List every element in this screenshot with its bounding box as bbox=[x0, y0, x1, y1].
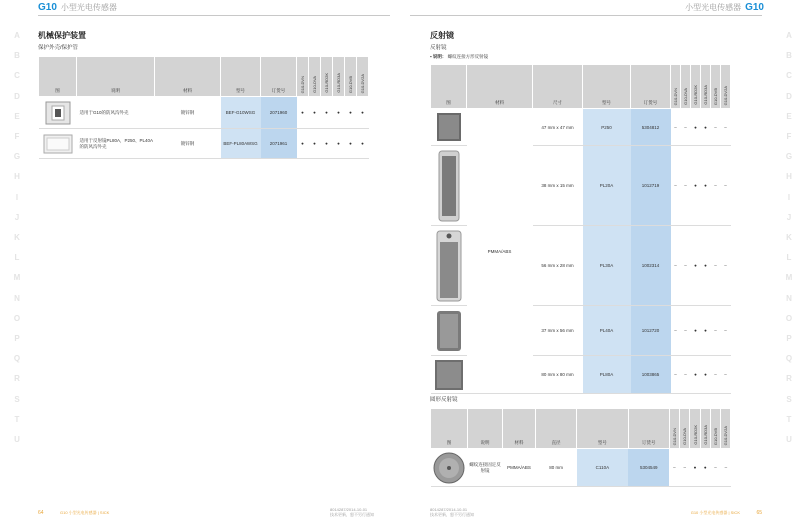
chapter-letter: I bbox=[787, 192, 791, 202]
variant-header: G10-RD3A bbox=[702, 425, 708, 445]
col-order: 订货号 bbox=[628, 409, 669, 449]
compat-mark: ● bbox=[333, 97, 345, 129]
compat-mark: ● bbox=[691, 356, 701, 394]
variant-header: G10-DV2A bbox=[723, 425, 729, 445]
chapter-letter: S bbox=[14, 394, 20, 404]
chapter-letter: N bbox=[14, 293, 20, 303]
compat-mark: – bbox=[671, 306, 681, 356]
variant-header: G10-RD3A bbox=[336, 73, 341, 93]
chapter-letter: J bbox=[786, 212, 792, 222]
compat-mark: – bbox=[671, 226, 681, 306]
compat-mark: ● bbox=[357, 97, 369, 129]
chapter-letter: I bbox=[15, 192, 19, 202]
row-model: PL40A bbox=[583, 306, 631, 356]
table-row bbox=[39, 129, 369, 159]
chapter-letter: C bbox=[14, 71, 20, 81]
compat-mark: ● bbox=[309, 97, 321, 129]
chapter-letter: L bbox=[786, 253, 792, 263]
chapter-letter: U bbox=[14, 435, 20, 445]
variant-header: G10-RD2K bbox=[692, 425, 698, 445]
compat-mark: ● bbox=[321, 129, 333, 159]
table-row bbox=[39, 97, 369, 129]
col-material: 材料 bbox=[503, 409, 536, 449]
col-size: 尺寸 bbox=[533, 65, 583, 109]
chapter-letter: E bbox=[786, 111, 792, 121]
row-material: 镀锌钢 bbox=[155, 97, 221, 129]
compat-mark: ● bbox=[691, 306, 701, 356]
compat-mark: ● bbox=[345, 97, 357, 129]
compat-mark: – bbox=[721, 226, 731, 306]
row-model: C110A bbox=[577, 449, 628, 487]
row-size: 37 mm x 56 mm bbox=[533, 306, 583, 356]
col-image: 图 bbox=[431, 65, 467, 109]
row-model: BEF-PL80AWSG bbox=[221, 129, 261, 159]
variant-header: G10-DVN bbox=[673, 87, 678, 105]
compat-mark: – bbox=[711, 356, 721, 394]
chapter-letter: D bbox=[786, 91, 792, 101]
round-reflector-image bbox=[431, 449, 468, 487]
row-order: 1002314 bbox=[631, 226, 671, 306]
round-reflector-title: 圆形反射镜 bbox=[430, 397, 458, 403]
row-size: 38 mm x 15 mm bbox=[533, 146, 583, 226]
row-desc: 螺纹连接固定反射镜 bbox=[468, 449, 503, 487]
variant-header: G10-RD2K bbox=[693, 85, 698, 105]
chapter-letter: K bbox=[14, 233, 20, 243]
variant-header: G10-DVB bbox=[348, 75, 353, 93]
variant-header: G10-DVB bbox=[713, 427, 719, 445]
compat-mark: – bbox=[671, 109, 681, 146]
chapter-letter: D bbox=[14, 91, 20, 101]
chapter-letter: R bbox=[14, 374, 20, 384]
left-section-title: 机械保护装置 bbox=[38, 31, 86, 40]
compat-mark: ● bbox=[345, 129, 357, 159]
bullet-note: ▪ 说明： 螺纹连接方形反射镜 bbox=[430, 54, 489, 59]
chapter-letter: F bbox=[14, 132, 20, 142]
compat-mark: ● bbox=[297, 97, 309, 129]
right-section-title: 反射镜 bbox=[430, 31, 454, 40]
chapter-letter: H bbox=[786, 172, 792, 182]
variant-header: G10-DV2A bbox=[723, 85, 728, 105]
footer-doc-left: 8014287/2014-10-01 bbox=[330, 507, 368, 512]
variant-header: G10-DVA bbox=[682, 428, 688, 445]
footer-left: G10 小型光电传感器 | SICK bbox=[60, 510, 110, 515]
chapter-letter: N bbox=[786, 293, 792, 303]
row-size: 56 mm x 28 mm bbox=[533, 226, 583, 306]
col-diameter: 直径 bbox=[535, 409, 576, 449]
header-rule-right bbox=[410, 15, 762, 16]
compat-mark: – bbox=[681, 109, 691, 146]
page-number-left: 64 bbox=[38, 510, 44, 516]
chapter-letter: M bbox=[785, 273, 793, 283]
protective-housing-image bbox=[39, 97, 77, 129]
col-model: 型号 bbox=[221, 57, 261, 97]
row-size: 47 mm x 47 mm bbox=[533, 109, 583, 146]
compat-mark: – bbox=[711, 226, 721, 306]
protective-housing-image bbox=[39, 129, 77, 159]
compat-mark: – bbox=[681, 226, 691, 306]
compat-mark: – bbox=[671, 356, 681, 394]
row-model: BEF-G10WSG bbox=[221, 97, 261, 129]
row-order: 2071961 bbox=[261, 129, 297, 159]
chapter-letter: P bbox=[786, 334, 792, 344]
compat-mark: – bbox=[721, 109, 731, 146]
chapter-letter: A bbox=[786, 31, 792, 40]
compat-mark: ● bbox=[701, 226, 711, 306]
col-material: 材料 bbox=[467, 65, 533, 109]
compat-mark: ● bbox=[321, 97, 333, 129]
variant-header: G10-DVB bbox=[713, 87, 718, 105]
compat-mark: – bbox=[721, 306, 731, 356]
variant-header: G10-DV2A bbox=[360, 73, 365, 93]
row-size: 80 mm x 80 mm bbox=[533, 356, 583, 394]
chapter-letter: K bbox=[786, 233, 792, 243]
chapter-index-left bbox=[12, 26, 22, 450]
chapter-index-right bbox=[784, 26, 794, 450]
col-order: 订货号 bbox=[261, 57, 297, 97]
compat-mark: – bbox=[721, 449, 731, 487]
compat-mark: – bbox=[681, 306, 691, 356]
chapter-letter: T bbox=[14, 414, 20, 424]
reflector-image bbox=[431, 226, 467, 306]
chapter-letter: R bbox=[786, 374, 792, 384]
row-order: 5304812 bbox=[631, 109, 671, 146]
col-order: 订货号 bbox=[631, 65, 671, 109]
footer-doc-right: 8014287/2014-10-01 bbox=[430, 507, 468, 512]
compat-mark: ● bbox=[297, 129, 309, 159]
chapter-letter: C bbox=[786, 71, 792, 81]
row-desc: 适用于反射镜PL80A，P250、PL40A的防风沟外壳 bbox=[77, 129, 155, 159]
reflector-image bbox=[431, 146, 467, 226]
chapter-letter: O bbox=[785, 313, 793, 323]
chapter-letter: M bbox=[13, 273, 21, 283]
header-left: G10 小型光电传感器 bbox=[38, 2, 117, 13]
reflector-table bbox=[430, 64, 763, 394]
compat-mark: – bbox=[669, 449, 679, 487]
row-model: PL20A bbox=[583, 146, 631, 226]
footer-right: G10 小型光电传感器 | SICK bbox=[690, 510, 740, 515]
variant-header: G10-DVA bbox=[312, 76, 317, 93]
row-material: 镀锌钢 bbox=[155, 129, 221, 159]
col-image: 图 bbox=[431, 409, 468, 449]
round-reflector-table bbox=[430, 408, 762, 487]
chapter-letter: G bbox=[785, 152, 793, 162]
compat-mark: – bbox=[681, 356, 691, 394]
compat-mark: – bbox=[711, 306, 721, 356]
chapter-letter: O bbox=[13, 313, 21, 323]
compat-mark: – bbox=[710, 449, 720, 487]
row-desc: 适用于G10的防风沟外壳 bbox=[77, 97, 155, 129]
reflector-image bbox=[431, 356, 467, 394]
chapter-letter: L bbox=[14, 253, 20, 263]
chapter-letter: Q bbox=[785, 354, 793, 364]
chapter-letter: J bbox=[14, 212, 20, 222]
row-model: PL30A bbox=[583, 226, 631, 306]
col-material: 材料 bbox=[155, 57, 221, 97]
table-row bbox=[431, 109, 763, 146]
header-right: 小型光电传感器 G10 bbox=[685, 2, 764, 13]
variant-header: G10-RD2K bbox=[324, 73, 329, 93]
left-subsection: 保护外壳/保护管 bbox=[38, 45, 79, 51]
compat-mark: – bbox=[721, 146, 731, 226]
compat-mark: – bbox=[711, 109, 721, 146]
row-order: 1012720 bbox=[631, 306, 671, 356]
col-desc: 说明 bbox=[468, 409, 503, 449]
chapter-letter: T bbox=[786, 414, 792, 424]
footer-note-right: 技术更新，恕不另行通知 bbox=[430, 512, 474, 517]
variant-header: G10-RD3A bbox=[703, 85, 708, 105]
compat-mark: ● bbox=[357, 129, 369, 159]
compat-mark: ● bbox=[701, 146, 711, 226]
compat-mark: ● bbox=[690, 449, 700, 487]
col-image: 图 bbox=[39, 57, 77, 97]
chapter-letter: P bbox=[14, 334, 20, 344]
chapter-letter: A bbox=[14, 31, 20, 40]
compat-mark: ● bbox=[333, 129, 345, 159]
protection-table bbox=[38, 56, 369, 159]
row-order: 1012719 bbox=[631, 146, 671, 226]
page-number-right: 65 bbox=[756, 510, 762, 516]
row-diameter: 80 mm bbox=[535, 449, 576, 487]
row-model: P250 bbox=[583, 109, 631, 146]
header-rule-left bbox=[38, 15, 390, 16]
variant-header: G10-DVN bbox=[300, 75, 305, 93]
reflector-image bbox=[431, 109, 467, 146]
compat-mark: ● bbox=[700, 449, 710, 487]
col-model: 型号 bbox=[583, 65, 631, 109]
compat-mark: – bbox=[711, 146, 721, 226]
row-order: 5304549 bbox=[628, 449, 669, 487]
chapter-letter: H bbox=[14, 172, 20, 182]
compat-mark: – bbox=[680, 449, 690, 487]
chapter-letter: B bbox=[14, 51, 20, 61]
row-model: PL80A bbox=[583, 356, 631, 394]
right-subsection: 反射镜 bbox=[430, 45, 447, 51]
compat-mark: ● bbox=[701, 356, 711, 394]
footer-note-left: 技术更新，恕不另行通知 bbox=[330, 512, 374, 517]
chapter-letter: E bbox=[14, 111, 20, 121]
chapter-letter: G bbox=[13, 152, 21, 162]
chapter-letter: U bbox=[786, 435, 792, 445]
compat-mark: ● bbox=[691, 146, 701, 226]
chapter-letter: S bbox=[786, 394, 792, 404]
chapter-letter: F bbox=[786, 132, 792, 142]
row-material: PMMA/ABS bbox=[503, 449, 536, 487]
compat-mark: ● bbox=[691, 109, 701, 146]
compat-mark: ● bbox=[701, 306, 711, 356]
compat-mark: ● bbox=[701, 109, 711, 146]
compat-mark: – bbox=[681, 146, 691, 226]
variant-header: G10-DVA bbox=[683, 88, 688, 105]
col-model: 型号 bbox=[577, 409, 628, 449]
compat-mark: – bbox=[671, 146, 681, 226]
chapter-letter: B bbox=[786, 51, 792, 61]
row-order: 2071960 bbox=[261, 97, 297, 129]
reflector-material: PMMA/ABS bbox=[467, 109, 533, 394]
variant-header: G10-DVN bbox=[671, 427, 677, 445]
col-desc: 说明 bbox=[77, 57, 155, 97]
compat-mark: ● bbox=[309, 129, 321, 159]
compat-mark: ● bbox=[691, 226, 701, 306]
table-row bbox=[431, 449, 763, 487]
reflector-image bbox=[431, 306, 467, 356]
chapter-letter: Q bbox=[13, 354, 21, 364]
row-order: 1003865 bbox=[631, 356, 671, 394]
compat-mark: – bbox=[721, 356, 731, 394]
